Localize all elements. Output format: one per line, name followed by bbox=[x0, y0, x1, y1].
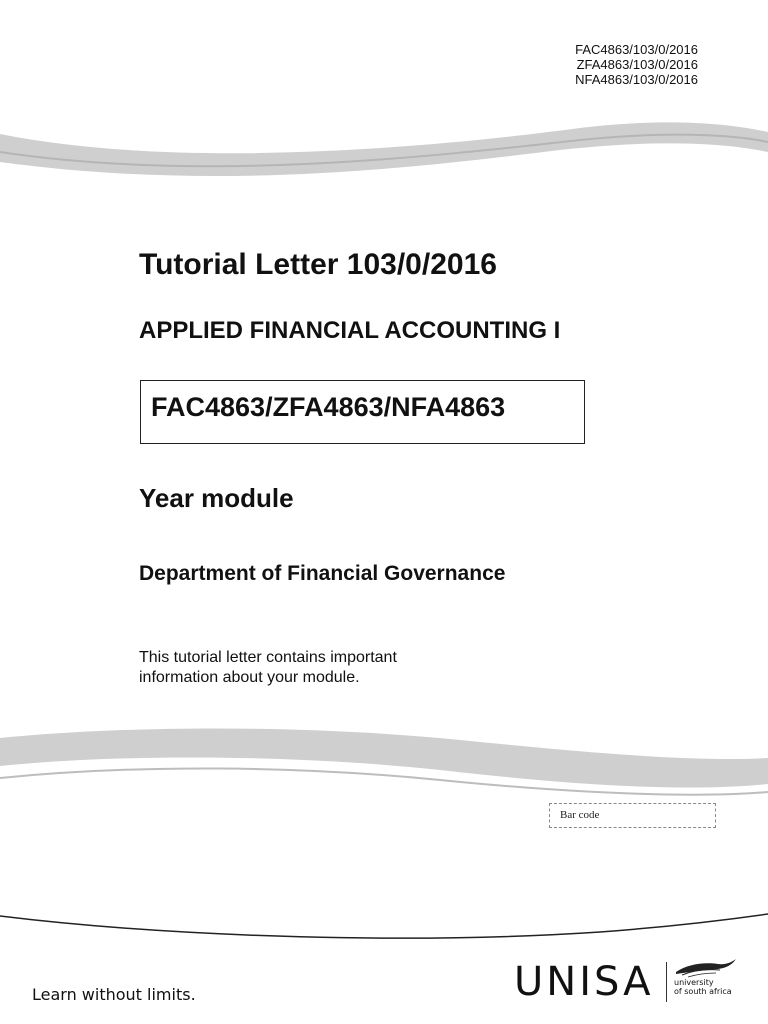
info-line: information about your module. bbox=[139, 669, 360, 686]
middle-wave-decoration bbox=[0, 718, 768, 808]
department-heading: Department of Financial Governance bbox=[139, 562, 506, 585]
logo-wordmark: UNISA bbox=[514, 959, 654, 1005]
module-code-box bbox=[140, 380, 585, 444]
code-line: NFA4863/103/0/2016 bbox=[575, 72, 698, 87]
code-line: ZFA4863/103/0/2016 bbox=[576, 57, 698, 72]
module-type-heading: Year module bbox=[139, 483, 294, 513]
top-wave-decoration bbox=[0, 112, 768, 192]
unisa-logo bbox=[514, 958, 744, 1004]
footer-slogan: Learn without limits. bbox=[32, 985, 196, 1004]
subject-heading: APPLIED FINANCIAL ACCOUNTING I bbox=[139, 317, 561, 344]
module-code-text: FAC4863/ZFA4863/NFA4863 bbox=[151, 392, 506, 422]
logo-divider bbox=[666, 962, 667, 1002]
logo-subtext bbox=[674, 978, 732, 996]
bird-icon bbox=[674, 958, 738, 978]
logo-sub-line: of south africa bbox=[674, 987, 732, 996]
code-line: FAC4863/103/0/2016 bbox=[575, 42, 698, 57]
info-paragraph bbox=[139, 648, 469, 688]
page-title: Tutorial Letter 103/0/2016 bbox=[139, 248, 497, 281]
logo-sub-line: university bbox=[674, 978, 714, 987]
info-line: This tutorial letter contains important bbox=[139, 649, 397, 666]
barcode-label: Bar code bbox=[560, 809, 600, 821]
bottom-wave-line bbox=[0, 908, 768, 948]
document-codes bbox=[575, 42, 698, 87]
barcode-placeholder bbox=[549, 803, 716, 828]
